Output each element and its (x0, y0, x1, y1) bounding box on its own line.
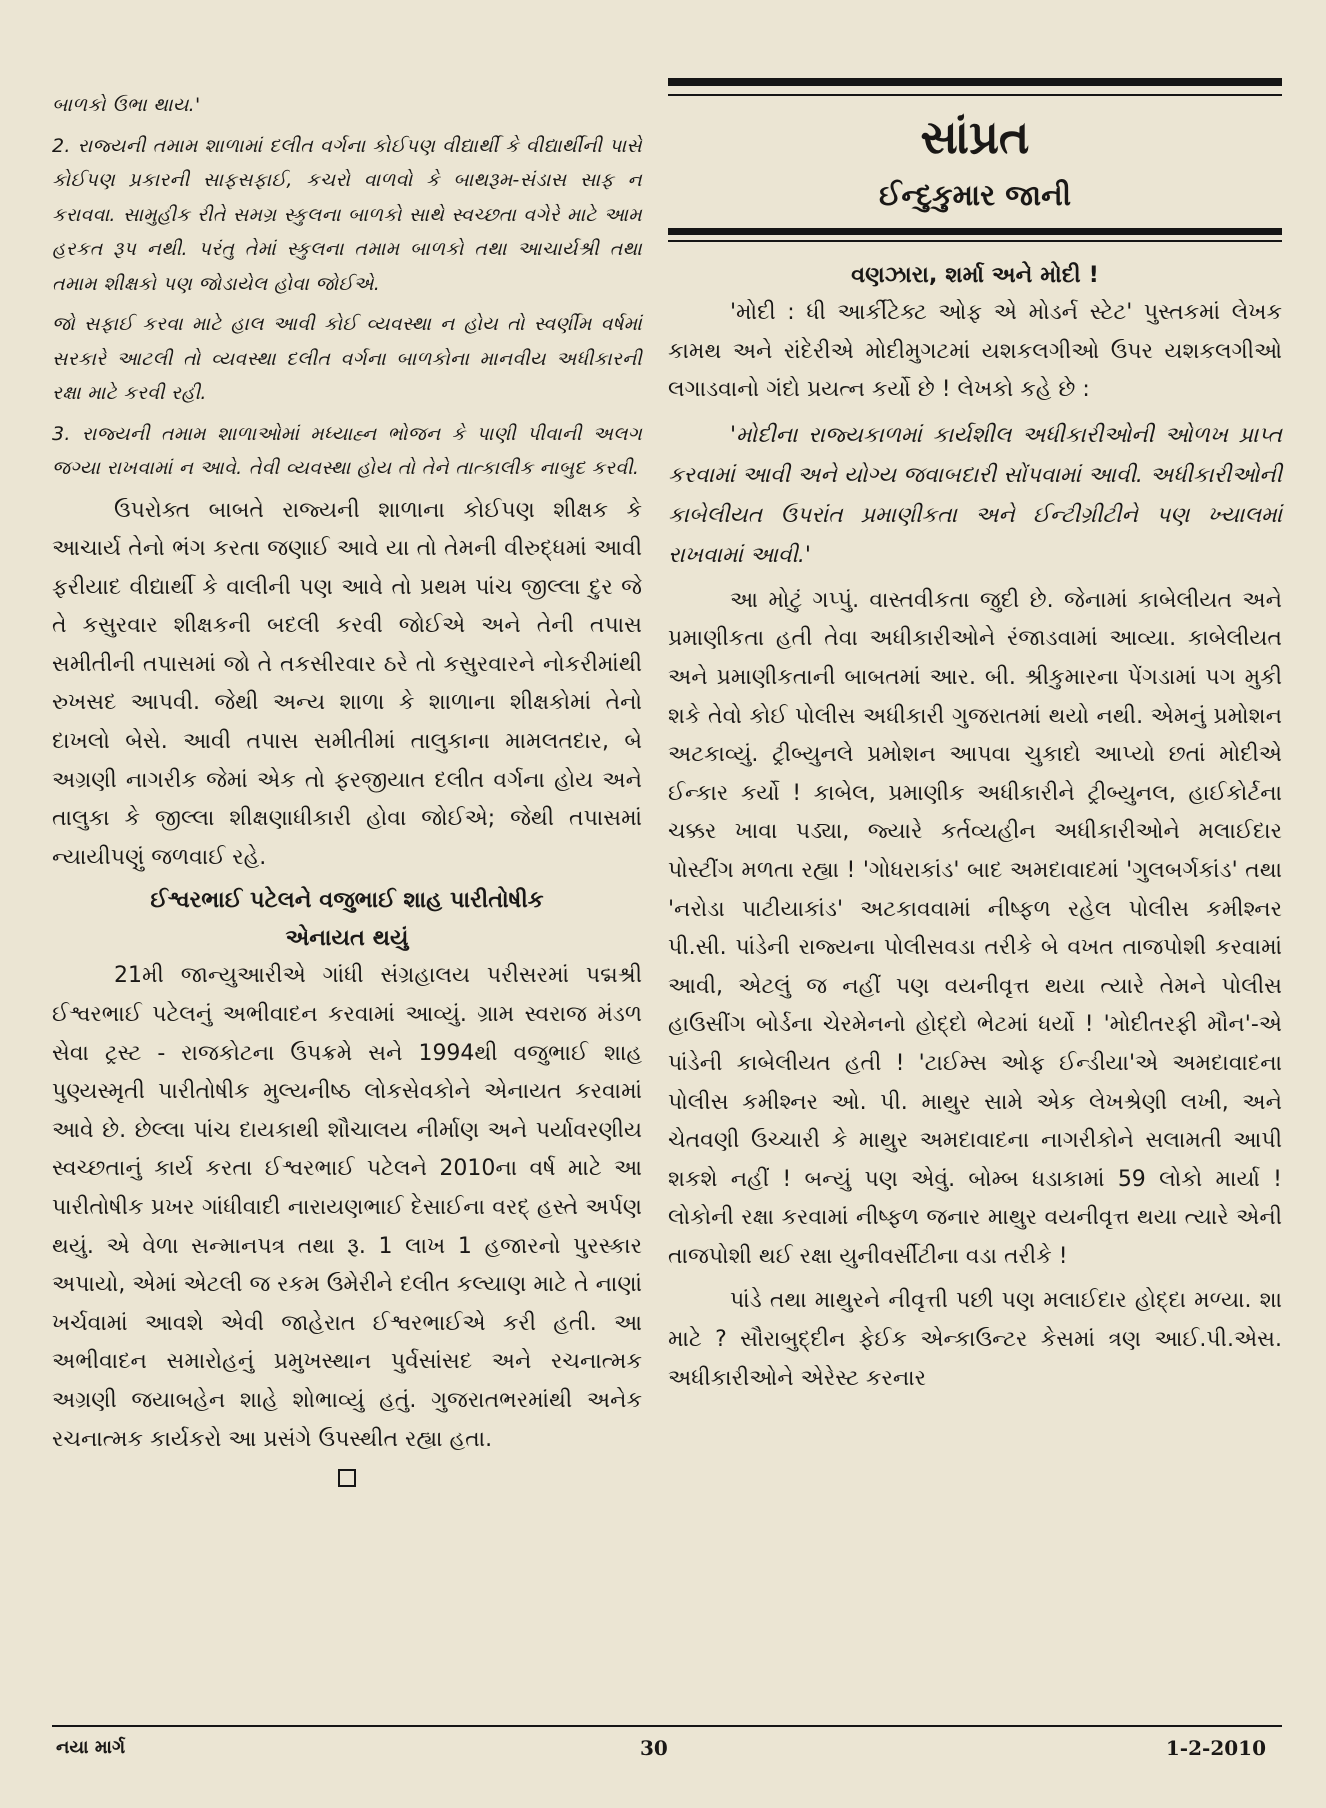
mid-rule-thin (668, 240, 1282, 242)
footer-rule (52, 1725, 1282, 1727)
point-3: 3. રાજ્યની તમામ શાળાઓમાં મધ્યાહ્ન ભોજન કે પાણી પીવાની અલગ જગ્યા રાખવામાં ન આવે. તેવી વ્યવસ્થા હોય તો તેને તાત્કાલીક નાબુદ કરવી. (52, 422, 642, 479)
cleaning-note: જો સફાઈ કરવા માટે હાલ આવી કોઈ વ્યવસ્થા ન હોય તો સ્વર્ણીમ વર્ષમાં સરકારે આટલી તો વ્યવસ્થા દલીત વર્ગના બાળકોના માનવીય અધીકારની રક્ષા માટે કરવી રહી. (52, 313, 642, 404)
article-para-1: 'મોદી : ધી આર્કીટેક્ટ ઓફ એ મોડર્ન સ્ટેટ' પુસ્તકમાં લેખક કામથ અને રાંદેરીએ મોદીમુગટમાં યશકલગીઓ ઉપર યશકલગીઓ લગાડવાનો ગંદો પ્રયત્ન કર્યો છે ! લેખકો કહે છે : (668, 300, 1282, 403)
award-subheading-line1: ઈશ્વરભાઈ પટેલને વજુભાઈ શાહ પારીતોષીક (150, 887, 544, 914)
right-column (668, 78, 1282, 1398)
award-paragraph: 21મી જાન્યુઆરીએ ગાંધી સંગ્રહાલય પરીસરમાં પદ્મશ્રી ઈશ્વરભાઈ પટેલનું અભીવાદન કરવામાં આવ્યું. ગ્રામ સ્વરાજ મંડળ સેવા ટ્રસ્ટ - રાજકોટના ઉપક્રમે સને 1994થી વજુભાઈ શાહ પુણ્યસ્મૃતી પારીતોષીક મુલ્યનીષ્ઠ લોકસેવકોને એનાયત કરવામાં આવે છે. છેલ્લા પાંચ દાયકાથી શૌચાલય નીર્માણ અને પર્યાવરણીય સ્વચ્છતાનું કાર્ય કરતા ઈશ્વરભાઈ પટેલને 2010ના વર્ષ માટે આ પારીતોષીક પ્રખર ગાંધીવાદી નારાયણભાઈ દેસાઈના વરદ્ હસ્તે અર્પણ થયું. એ વેળા સન્માનપત્ર તથા રૂ. 1 લાખ 1 હજારનો પુરસ્કાર અપાયો, એમાં એટલી જ રકમ ઉમેરીને દલીત કલ્યાણ માટે તે નાણાં ખર્ચવામાં આવશે એવી જાહેરાત ઈશ્વરભાઈએ કરી હતી. આ અભીવાદન સમારોહનું પ્રમુખસ્થાન પુર્વસાંસદ અને રચનાત્મક અગ્રણી જયાબહેન શાહે શોભાવ્યું હતું. ગુજરાતભરમાંથી અનેક રચનાત્મક કાર્યકરો આ પ્રસંગે ઉપસ્થીત રહ્યા હતા. (52, 963, 642, 1452)
issue-date: 1-2-2010 (1165, 1736, 1266, 1760)
top-rule-thick (668, 78, 1282, 86)
intro-line: બાળકો ઉભા થાય.' (52, 94, 201, 116)
top-rule-thin (668, 94, 1282, 96)
end-mark-square (338, 1469, 356, 1487)
award-subheading (52, 881, 642, 957)
author-name: ઈન્દુકુમાર જાની (878, 178, 1071, 212)
article-quote: 'મોદીના રાજ્યકાળમાં કાર્યશીલ અધીકારીઓની ઓળખ પ્રાપ્ત કરવામાં આવી અને યોગ્ય જવાબદારી સોંપવામાં આવી. અધીકારીઓની કાબેલીયત ઉપરાંત પ્રમાણીકતા અને ઈન્ટીગ્રીટીને પણ ખ્યાલમાં રાખવામાં આવી.' (668, 422, 1282, 568)
point-2: 2. રાજ્યની તમામ શાળામાં દલીત વર્ગના કોઈપણ વીદ્યાર્થી કે વીદ્યાર્થીની પાસે કોઈપણ પ્રકારની સાફસફાઈ, કચરો વાળવો કે બાથરૂમ-સંડાસ સાફ ન કરાવવા. સામુહીક રીતે સમગ્ર સ્કુલના બાળકો સાથે સ્વચ્છતા વગેરે માટે આમ હરકત રૂપ નથી. પરંતુ તેમાં સ્કુલના તમામ બાળકો તથા આચાર્યશ્રી તથા તમામ શીક્ષકો પણ જોડાયેલ હોવા જોઈએ. (52, 134, 642, 295)
mid-rule-thick (668, 228, 1282, 235)
page-number: 30 (640, 1736, 668, 1760)
article-para-3: પાંડે તથા માથુરને નીવૃત્તી પછી પણ મલાઈદાર હોદ્દા મળ્યા. શા માટે ? સૌરાબુદ્દીન ફેઈક એન્કાઉન્ટર કેસમાં ત્રણ આઈ.પી.એસ. અધીકારીઓને એરેસ્ટ કરનાર (668, 1288, 1282, 1391)
award-subheading-line2: એનાયત થયું (285, 925, 409, 952)
article-title: વણઝારા, શર્મા અને મોદી ! (851, 262, 1099, 288)
column-title: સાંપ્રત (920, 110, 1030, 164)
article-para-2: આ મોટું ગપ્પું. વાસ્તવીકતા જુદી છે. જેનામાં કાબેલીયત અને પ્રમાણીકતા હતી તેવા અધીકારીઓને રંજાડવામાં આવ્યા. કાબેલીયત અને પ્રમાણીકતાની બાબતમાં આર. બી. શ્રીકુમારના પેંગડામાં પગ મુકી શકે તેવો કોઈ પોલીસ અધીકારી ગુજરાતમાં થયો નથી. એમનું પ્રમોશન અટકાવ્યું. ટ્રીબ્યુનલે પ્રમોશન આપવા ચુકાદો આપ્યો છતાં મોદીએ ઈન્કાર કર્યો ! કાબેલ, પ્રમાણીક અધીકારીને ટ્રીબ્યુનલ, હાઈકોર્ટના ચક્કર ખાવા પડ્યા, જ્યારે કર્તવ્યહીન અધીકારીઓને મલાઈદાર પોસ્ટીંગ મળતા રહ્યા ! 'ગોધરાકાંડ' બાદ અમદાવાદમાં 'ગુલબર્ગકાંડ' તથા 'નરોડા પાટીયાકાંડ' અટકાવવામાં નીષ્ફળ રહેલ પોલીસ કમીશ્નર પી.સી. પાંડેની રાજ્યના પોલીસવડા તરીકે બે વખત તાજપોશી કરવામાં આવી, એટલું જ નહીં પણ વયનીવૃત્ત થયા ત્યારે તેમને પોલીસ હાઉસીંગ બોર્ડના ચેરમેનનો હોદ્દો ભેટમાં ધર્યો ! 'મોદીતરફી મૌન'-એ પાંડેની કાબેલીયત હતી ! 'ટાઈમ્સ ઓફ ઈન્ડીયા'એ અમદાવાદના પોલીસ કમીશ્નર ઓ. પી. માથુર સામે એક લેખશ્રેણી લખી, અને ચેતવણી ઉચ્ચારી કે માથુર અમદાવાદના નાગરીકોને સલામતી આપી શકશે નહીં ! બન્યું પણ એવું. બોમ્બ ધડાકામાં 59 લોકો માર્યા ! લોકોની રક્ષા કરવામાં નીષ્ફળ જનાર માથુર વયનીવૃત્ત થયા ત્યારે એની તાજપોશી થઈ રક્ષા યુનીવર્સીટીના વડા તરીકે ! (668, 587, 1282, 1269)
body-paragraph: ઉપરોક્ત બાબતે રાજ્યની શાળાના કોઈપણ શીક્ષક કે આચાર્ય તેનો ભંગ કરતા જણાઈ આવે યા તો તેમની વીરુદ્ધમાં આવી ફરીયાદ વીદ્યાર્થી કે વાલીની પણ આવે તો પ્રથમ પાંચ જીલ્લા દુર જે તે કસુરવાર શીક્ષકની બદલી કરવી જોઈએ અને તેની તપાસ સમીતીની તપાસમાં જો તે તકસીરવાર ઠરે તો કસુરવારને નોકરીમાંથી રુખસદ આપવી. જેથી અન્ય શાળા કે શાળાના શીક્ષકોમાં તેનો દાખલો બેસે. આવી તપાસ સમીતીમાં તાલુકાના મામલતદાર, બે અગ્રણી નાગરીક જેમાં એક તો ફરજીયાત દલીત વર્ગના હોય અને તાલુકા કે જીલ્લા શીક્ષણાધીકારી હોવા જોઈએ; જેથી તપાસમાં ન્યાયીપણું જળવાઈ રહે. (52, 497, 642, 870)
magazine-name: નયા માર્ગ (56, 1737, 126, 1758)
left-column (52, 88, 642, 1487)
